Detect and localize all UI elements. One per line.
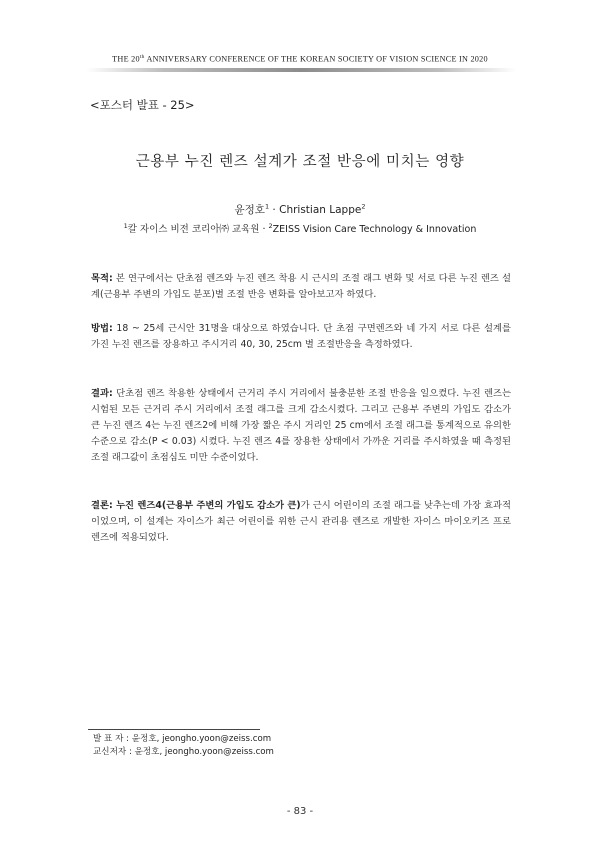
- header-pre: THE 20: [112, 54, 140, 64]
- author-separator: ·: [269, 204, 280, 216]
- header-rule: [86, 68, 516, 72]
- purpose-text: 본 연구에서는 단초점 렌즈와 누진 렌즈 착용 시 근시의 조절 래그 변화 및 서로 다른 누진 렌즈 설계(근용부 주변의 가입도 분포)별 조절 반응 변화를 알아보고자 하였다.: [91, 273, 511, 300]
- affiliations-line: [0, 221, 600, 235]
- section-conclusion: [91, 498, 511, 546]
- section-purpose: [91, 271, 511, 303]
- header-superscript: th: [139, 54, 145, 60]
- authors-line: [0, 202, 600, 217]
- affiliation-1-sup: 1: [123, 221, 128, 230]
- method-label: 방법:: [91, 323, 113, 334]
- result-text: 단초점 렌즈 착용한 상태에서 근거리 주시 거리에서 불충분한 조절 반응을 일으켰다. 누진 렌즈는 시험된 모든 근거리 주시 거리에서 조절 래그를 크게 감소시켰다. 그리고 근용부 주변의 가입도 감소가 큰 누진 렌즈 4는 누진 렌즈2에 비해 가장 짧은 주시 거리인 25 cm에서 조절 래그를 통계적으로 유의한 수준으로 감소(P < 0.03) 시켰다. 누진 렌즈 4를 장용한 상태에서 가까운 거리를 주시하였을 때 측정된 조절 래그값이 초점심도 미만 수준이었다.: [91, 388, 511, 463]
- section-method: [91, 321, 511, 353]
- purpose-label: 목적:: [91, 273, 113, 284]
- affiliation-2-sup: 2: [268, 221, 273, 230]
- conference-header: [0, 54, 600, 64]
- author-1: 윤정호: [234, 204, 265, 216]
- footnote-corresponding: 교신저자 : 윤정호, jeongho.yoon@zeiss.com: [93, 747, 274, 757]
- conclusion-text: 가 근시 어린이의 조절 래그를 낮추는데 가장 효과적이었으며, 이 설계는 자이스가 최근 어린이를 위한 근시 관리용 렌즈로 개발한 자이스 마이오키즈 프로 렌즈에 적용되었다.: [91, 500, 511, 543]
- affiliation-2: ZEISS Vision Care Technology & Innovation: [272, 224, 477, 235]
- footnote-presenter: 발 표 자 : 윤정호, jeongho.yoon@zeiss.com: [93, 734, 272, 744]
- section-result: [91, 386, 511, 466]
- author-2-sup: 2: [361, 202, 366, 211]
- poster-tag: <포스터 발표 - 25>: [90, 98, 195, 112]
- page-number: - 83 -: [286, 806, 314, 817]
- author-1-sup: 1: [264, 202, 270, 211]
- header-post: ANNIVERSARY CONFERENCE OF THE KOREAN SOCIETY OF VISION SCIENCE IN 2020: [144, 54, 488, 64]
- conclusion-label: 결론:: [91, 500, 113, 511]
- author-2: Christian Lappe: [279, 204, 362, 216]
- affiliation-1: 칼 자이스 비전 코리아㈜ 교육원 ·: [127, 224, 269, 235]
- result-label: 결과:: [91, 388, 113, 399]
- conclusion-bold-text: 누진 렌즈4(근용부 주변의 가입도 감소가 큰): [112, 500, 301, 511]
- paper-title: 근용부 누진 렌즈 설계가 조절 반응에 미치는 영향: [135, 154, 465, 170]
- method-text: 18 ~ 25세 근시안 31명을 대상으로 하였습니다. 단 초점 구면렌즈와 네 가지 서로 다른 설계를 가진 누진 렌즈를 장용하고 주시거리 40, 30, 25cm 별 조절반응을 측정하였다.: [91, 323, 511, 350]
- footnote-rule: [88, 729, 260, 730]
- footnotes: [93, 733, 274, 759]
